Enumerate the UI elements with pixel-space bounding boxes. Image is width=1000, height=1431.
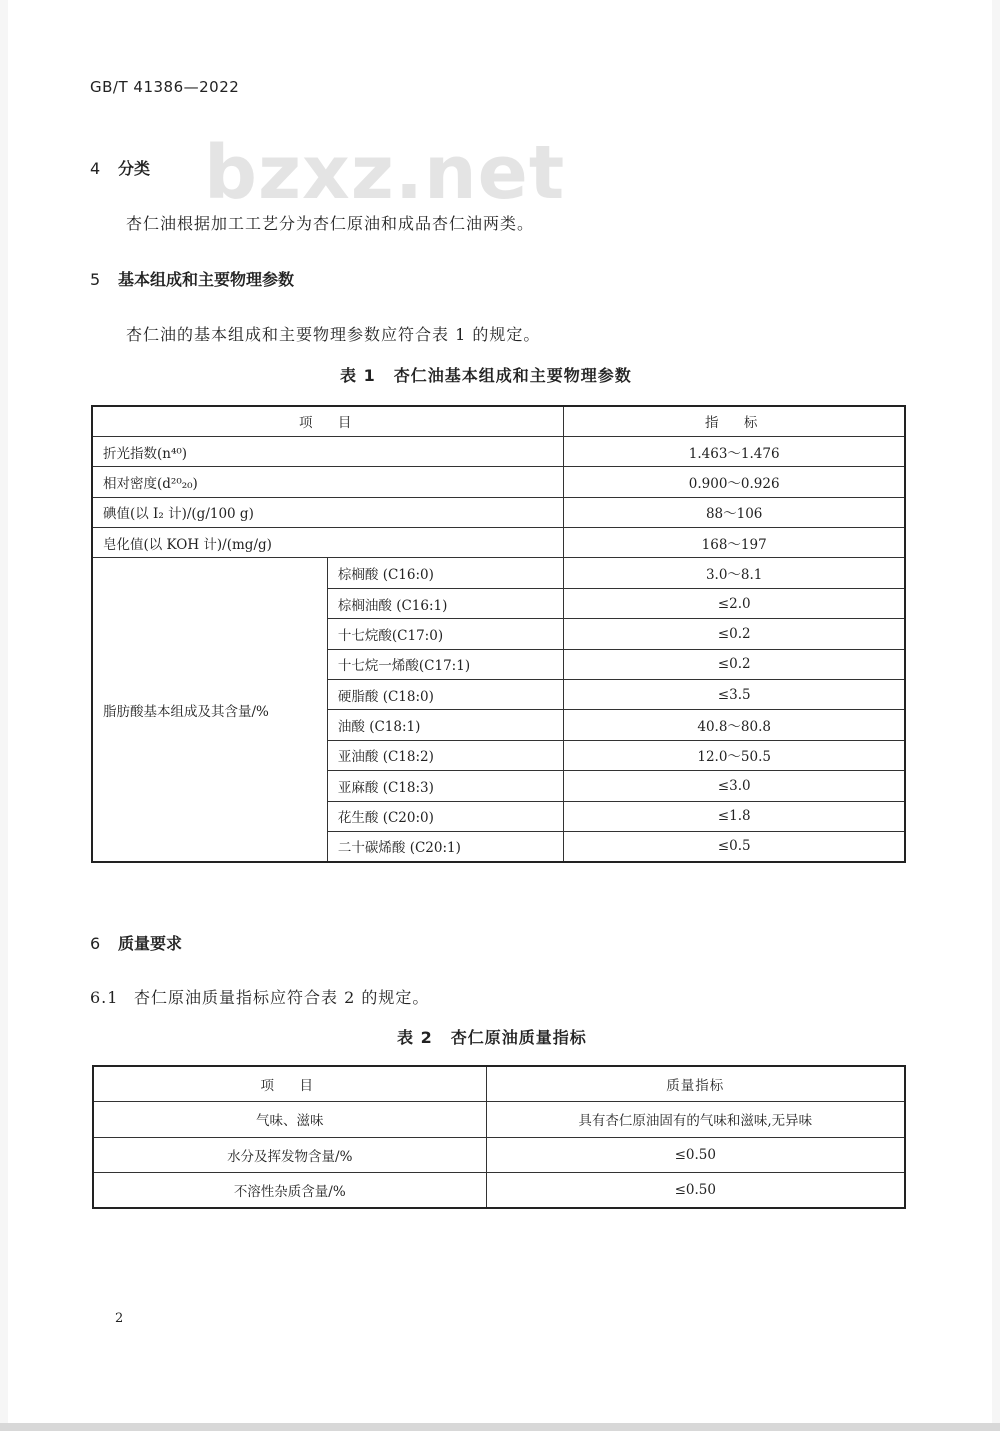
section-title: 基本组成和主要物理参数: [118, 270, 295, 289]
fatty-acid-name: 二十碳烯酸 (C20:1): [327, 831, 563, 861]
row-item: 不溶性杂质含量/%: [93, 1173, 486, 1209]
clause-text: 杏仁原油质量指标应符合表 2 的规定。: [134, 988, 430, 1007]
standard-code: GB/T 41386—2022: [90, 78, 240, 96]
table-row: [92, 436, 905, 466]
page-edge-shadow: [0, 1423, 1000, 1431]
fatty-acid-value: ≤3.5: [564, 680, 905, 710]
section-number: 5: [90, 270, 101, 289]
clause-number: 6.1: [90, 988, 119, 1007]
table-1: [91, 405, 906, 863]
table-row: [93, 1173, 905, 1209]
section-title: 分类: [118, 159, 151, 178]
group-label: 脂肪酸基本组成及其含量/%: [92, 558, 327, 862]
caption-number: 表 2: [397, 1028, 433, 1047]
fatty-acid-value: ≤2.0: [564, 588, 905, 618]
section-number: 6: [90, 934, 101, 953]
table-row: [92, 528, 905, 558]
table-row: [92, 467, 905, 497]
header-value: 指 标: [564, 406, 905, 436]
row-item: 碘值(以 I₂ 计)/(g/100 g): [92, 497, 564, 527]
section-5-text: 杏仁油的基本组成和主要物理参数应符合表 1 的规定。: [126, 325, 541, 344]
fatty-acid-name: 亚油酸 (C18:2): [327, 740, 563, 770]
row-item: 折光指数(n⁴⁰): [92, 436, 564, 466]
caption-title: 杏仁原油质量指标: [450, 1028, 587, 1047]
row-value: 1.463～1.476: [564, 436, 905, 466]
section-4-heading: [90, 156, 150, 179]
table-2-caption: [397, 1025, 587, 1048]
row-value: 88～106: [564, 497, 905, 527]
row-item: 皂化值(以 KOH 计)/(mg/g): [92, 528, 564, 558]
fatty-acid-name: 棕榈酸 (C16:0): [327, 558, 563, 588]
fatty-acid-value: ≤0.5: [564, 831, 905, 861]
section-number: 4: [90, 159, 101, 178]
table-2: [92, 1065, 906, 1209]
document-page: [8, 0, 992, 1423]
fatty-acid-name: 油酸 (C18:1): [327, 710, 563, 740]
header-value: 质量指标: [486, 1066, 905, 1102]
table-row: [93, 1137, 905, 1173]
fatty-acid-name: 花生酸 (C20:0): [327, 801, 563, 831]
row-item: 相对密度(d²⁰₂₀): [92, 467, 564, 497]
header-item: 项 目: [93, 1066, 486, 1102]
fatty-acid-value: ≤0.2: [564, 619, 905, 649]
row-item: 气味、滋味: [93, 1102, 486, 1138]
fatty-acid-value: ≤3.0: [564, 771, 905, 801]
section-title: 质量要求: [118, 934, 183, 953]
section-5-heading: [90, 267, 294, 290]
fatty-acid-name: 硬脂酸 (C18:0): [327, 680, 563, 710]
row-value: 0.900～0.926: [564, 467, 905, 497]
caption-title: 杏仁油基本组成和主要物理参数: [393, 366, 632, 385]
fatty-acid-value: 12.0～50.5: [564, 740, 905, 770]
caption-number: 表 1: [340, 366, 376, 385]
table-row: [92, 497, 905, 527]
fatty-acid-value: ≤0.2: [564, 649, 905, 679]
section-4-text: 杏仁油根据加工工艺分为杏仁原油和成品杏仁油两类。: [126, 214, 535, 233]
table-header-row: [92, 406, 905, 436]
fatty-acid-name: 十七烷一烯酸(C17:1): [327, 649, 563, 679]
fatty-acid-value: 40.8～80.8: [564, 710, 905, 740]
table-row: [93, 1102, 905, 1138]
section-6-1-text: [90, 985, 429, 1008]
table-1-caption: [340, 363, 632, 386]
row-value: 具有杏仁原油固有的气味和滋味,无异味: [486, 1102, 905, 1138]
fatty-acid-value: ≤1.8: [564, 801, 905, 831]
table-header-row: [93, 1066, 905, 1102]
fatty-acid-value: 3.0～8.1: [564, 558, 905, 588]
row-item: 水分及挥发物含量/%: [93, 1137, 486, 1173]
row-value: ≤0.50: [486, 1137, 905, 1173]
fatty-acid-name: 亚麻酸 (C18:3): [327, 771, 563, 801]
watermark: bzxz.net: [204, 130, 566, 216]
header-item: 项 目: [92, 406, 564, 436]
fatty-acid-name: 棕榈油酸 (C16:1): [327, 588, 563, 618]
row-value: ≤0.50: [486, 1173, 905, 1209]
section-6-heading: [90, 931, 182, 954]
page-number: 2: [115, 1311, 124, 1326]
row-value: 168～197: [564, 528, 905, 558]
table-row: [92, 558, 905, 588]
fatty-acid-name: 十七烷酸(C17:0): [327, 619, 563, 649]
